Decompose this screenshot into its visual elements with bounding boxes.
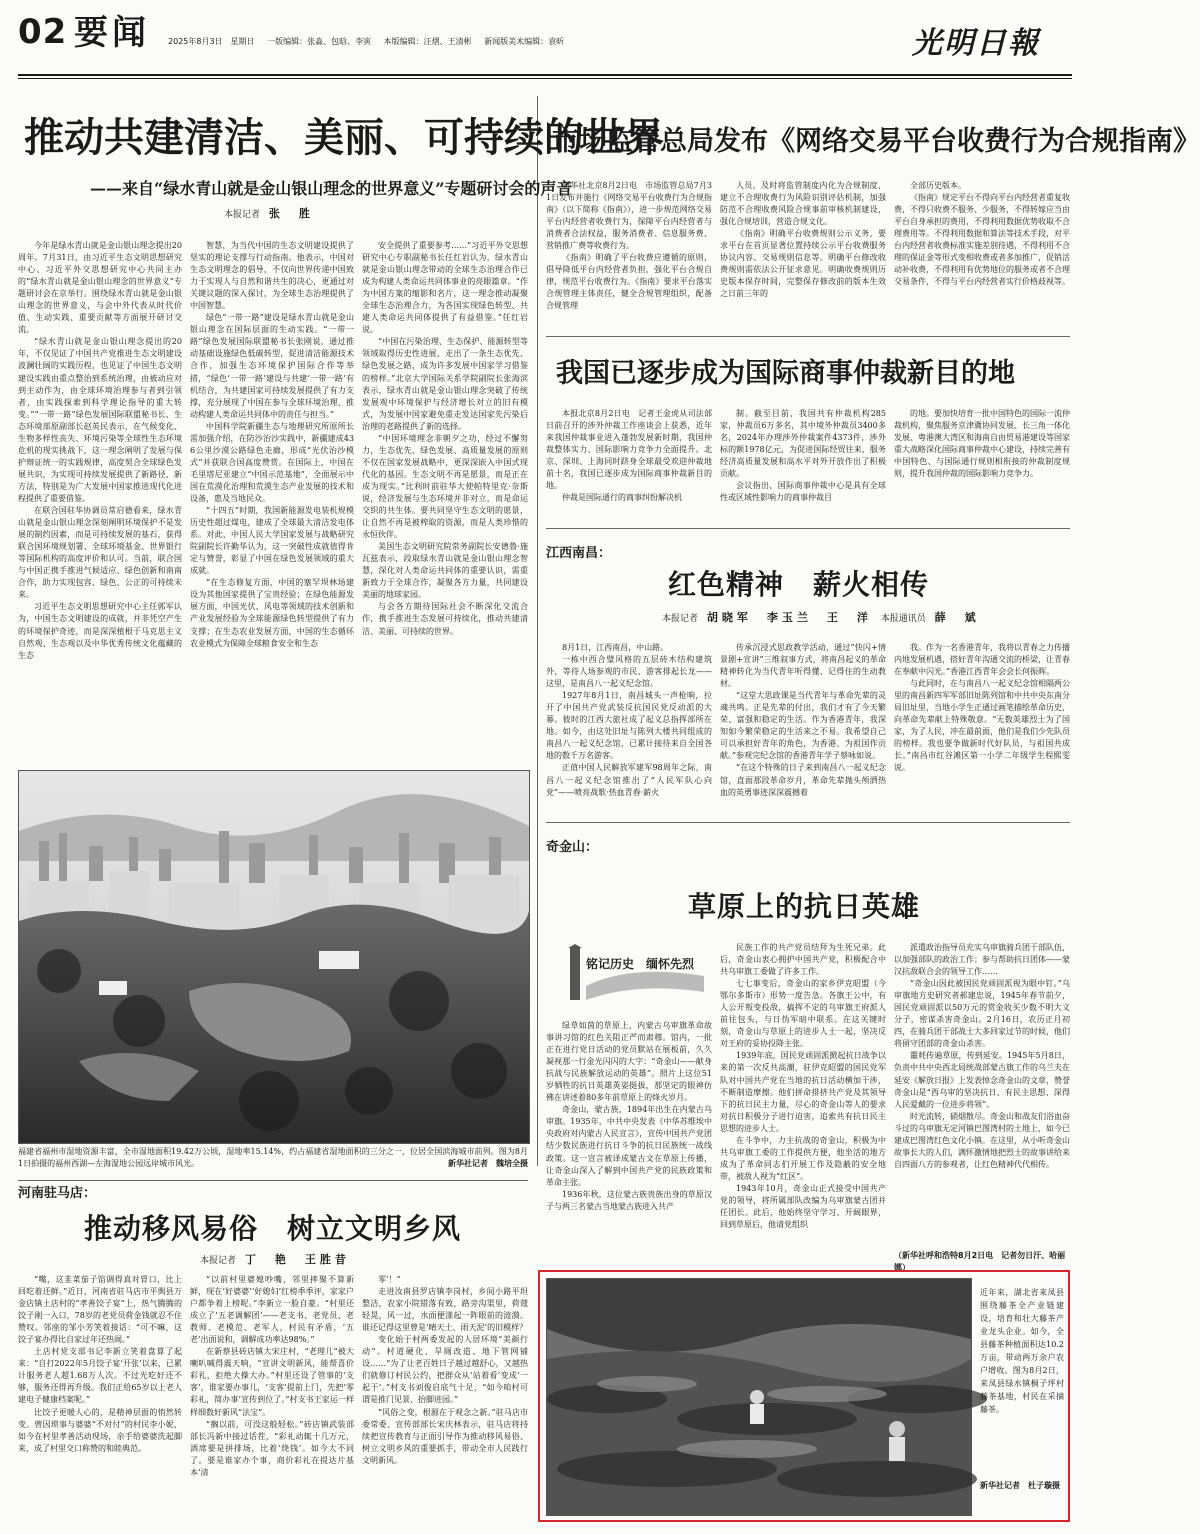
main-byline — [224, 208, 320, 221]
byline-label: 本报记者 — [224, 210, 261, 220]
paragraph: 比饺子更暖人心的，是精神层面的悄然转变。曾因琐事与婆婆“不对付”的村民李小妮，如今在村里孝善活动现场，亲手给婆婆洗起脚来，成了村里交口称赞的和睦典范。 — [18, 1407, 182, 1453]
paragraph: 全部历史版本。 — [910, 181, 966, 190]
byline-name: 张 胜 — [268, 207, 314, 220]
paragraph: “搁以前，可没这般轻松。”砖店镇武装部部长冯新中接过话茬，“彩礼动辄十几万元，酒席要是拼排场，比着‘烧钱’。如今大不同了。要是谁家办个事，商价彩礼在提达片基本‘清 — [190, 1419, 354, 1477]
henan-headline: 推动移风易俗 树立文明乡风 — [84, 1212, 462, 1245]
nanchang-byline — [662, 612, 986, 625]
paragraph: 1939年底，国民党顽固派掀起抗日战争以来的第一次反共高潮，驻伊克昭盟的国民党军队对中国共产党在当地的抗日活动横加干涉，不断制造摩擦。他们拼命排挤共产党及其领导下的抗日民主力量，尽心的奇金山等人的要求对抗日积极分子进行迫害，追索共有抗日民主思想的进步人士。 — [720, 1051, 886, 1133]
paragraph: “这堂大思政课是当代青年与革命先辈的灵魂共鸣。正是先辈的付出，我们才有了今天繁荣、富强和稳定的生活。作为香港青年，我深知如今繁荣稳定的生活来之不易。我希望自己可以承担好青年的角色，为香港、为祖国作贡献。”参观完纪念馆的香港青年学子蔡咏如说。 — [720, 691, 886, 761]
arbitration-col-2 — [720, 408, 886, 518]
paragraph: 美国生态文明研究院常务副院长安德鲁·施瓦兹表示，段取绿水青山就是金山银山理念智慧，深化对人类命运共同体的重要认识，需重新致力于全球合作，凝聚各方力量，共同建设美丽的地球家园。 — [362, 542, 528, 600]
editor-art: 新闻版美术编辑：袁昕 — [484, 37, 565, 46]
paragraph: 传承沉浸式思政教学活动，通过“快闪+情景剧+宣讲”三维叙事方式，将南昌起义的革命精神转化为当代青年听得懂、记得住的生动教材。 — [720, 643, 886, 689]
henan-top-divider — [18, 1180, 528, 1181]
paragraph: 1943年10月，奇金山正式接受中国共产党的领导，将所属部队改编为乌审旗蒙古团并任团长。此后，他始终坚守学习、开阔眼界，回到草原后，他请党组织 — [720, 1183, 886, 1230]
paragraph: 零’！” — [378, 1275, 401, 1284]
qijinshan-headline: 草原上的抗日英雄 — [688, 890, 921, 923]
henan-location-tag: 河南驻马店： — [18, 1186, 97, 1201]
fee-col-2 — [720, 180, 886, 328]
page-number: 02 — [18, 12, 68, 52]
qijinshan-col-1 — [546, 1020, 712, 1270]
paragraph: 习近平生态文明思想研究中心主任郭军认为，中国生态文明建设的成就，并非凭空产生的环境保护奇迹，而是深深植根于马克思主义自然观、生态观以及中华优秀传统文化蕴藏的生态 — [18, 602, 182, 660]
henan-col-2 — [190, 1274, 354, 1530]
paragraph: 在斗争中，力主抗战的奇金山，积极为中共乌审旗工委的工作提供方便，他坐活的地方成为了革命同志们开展工作及隐蔽的安全地带，被敌人视为“红区”。 — [720, 1135, 886, 1181]
logo-text: 铭记历史 缅怀先烈 — [586, 957, 695, 971]
byline-reporters: 丁 艳 王胜昔 — [244, 1253, 350, 1266]
masthead-logo: 光明日報 — [912, 26, 1040, 61]
qijinshan-location-tag: 奇金山： — [546, 840, 599, 855]
nanchang-divider — [546, 822, 1070, 823]
byline-label: 本报记者 — [662, 614, 699, 624]
henan-byline — [200, 1254, 356, 1267]
header-rule-thin — [18, 78, 1072, 79]
editor-front: 一版编辑：张淼、包晗、李寅 — [267, 37, 372, 46]
fee-divider — [546, 336, 1070, 337]
tea-photo-credit: 新华社记者 杜子璇摄 — [980, 1481, 1060, 1490]
qijinshan-credit: （新华社呼和浩特8月2日电 记者勿日汗、哈丽娜） — [894, 1251, 1066, 1272]
paragraph: 噩耗传遍草原，传到延安。1945年5月8日，负责中共中央西北局统战部蒙古旗工作的乌兰夫在延安《解放日报》上发表悼念奇金山的文章，赞誉奇金山是“西乌审的坚决抗日、有民主思想、深得人民爱戴的一位进步将领”。 — [894, 1051, 1070, 1109]
paragraph: 1936年秋，这位蒙古族贵族出身的草原汉子与两三名蒙古当地蒙古族进入共产 — [546, 1189, 712, 1211]
qijinshan-col-3 — [894, 942, 1070, 1246]
paragraph: “风俗之变，根源在于观念之新。”驻马店市委常委、宣传部部长宋庆林表示，驻马店将持续把宣传教育与正面引导作为推动移风易俗、树立文明乡风的重要抓手，带动全市人民践行文明新风。 — [362, 1407, 528, 1465]
monument-icon — [556, 944, 706, 1004]
paragraph: 绿色“一带一路”建设是绿水青山就是金山银山理念在国际层面的生动实践。“一带一路”绿色发展国际联盟秘书长张刚说，通过推动基础设施绿色低碳转型，促进清洁能源技术合作，加强生态环境保护国际合作等举措，“绿色‘一带一路’建设与共建‘一带一路’有机结合，为共建国家可持续发展提供了有力支撑，充分展现了中国在参与全球环境治理、推动构建人类命运共同体中的责任与担当。” — [190, 313, 354, 419]
nanchang-col-1 — [546, 642, 712, 812]
tea-picker-figure — [750, 1390, 764, 1424]
paragraph: 绿草如茵的草原上，内蒙古乌审旗革命故事讲习馆的红色关阻正严而肃穆。馆内，一批正在进行党日活动的党员默站在展板前，久久凝视那一行金光闪闪的大字：“奇金山——献身抗战与民族解放运动的英雄”。照片上这位51岁牺牲的抗日英雄英姿挺拔，那坚定的眼神仿佛在讲述着80多年前草原上的烽火岁月。 — [546, 1021, 712, 1103]
remember-history-logo — [556, 944, 706, 1004]
paragraph: “以前村里婆媳吵嘴，邻里摔聚不算新鲜，现在‘好婆婆’‘好媳妇’红榜季季评，家家户户都争着上榜呢。”李新立一脸自豪。“村里还成立了‘五老调解团’——老支书、老党员、老教师、老模范、老军人，村民有矛盾，‘五老’出面说和，调解成功率达98%。” — [190, 1275, 354, 1345]
paragraph: “奇金山因此被国民党顽固派视为眼中钉。”乌审旗地方史研究者郝建忠说，1945年春节前夕，国民党顽固派以50万元的赏金收买少数不明大义分子，密谋杀害奇金山。2月16日，农历正月初四，在骑兵团干部战士大多回家过节的时候，他们将留守团部的奇金山杀害。 — [894, 979, 1070, 1049]
issue-date: 2025年8月3日 星期日 — [168, 37, 255, 46]
paragraph: 本报北京8月2日电 记者王金虎从司法部日前召开的涉外仲裁工作座谈会上获悉，近年来我国仲裁事业进入蓬勃发展新时期，我国仲裁整体实力、国际影响力竞争力全面提升。北京、深圳、上海同时跻身全球最受欢迎仲裁地前十名，我国已逐步成为国际商事仲裁新目的地。 — [546, 409, 712, 491]
main-subtitle: ——来自“绿水青山就是金山银山理念的世界意义”专题研讨会的声音 — [90, 179, 573, 198]
arbitration-headline: 我国已逐步成为国际商事仲裁新目的地 — [556, 358, 1015, 389]
tea-photo-box — [538, 1270, 1070, 1522]
paragraph: 派遣政治指导员充实乌审旗骑兵团干部队伍，以加强部队的政治工作；参与帮助抗日团体——蒙汉抗敌联合会的领导工作…… — [894, 943, 1070, 977]
paragraph: 一栋中西合璧风格的五层砖木结构建筑外，等待人场参观的市民、游客排起长龙——这里，是南昌八一起义纪念馆。 — [546, 655, 712, 689]
paragraph: 时光流转，硝烟散尽。奇金山和战友们浴血奋斗过的乌审旗无定河镇巴图湾村的土地上，如今已建成巴图湾红色文化小镇。在这里，从小听奇金山故事长大的人们，满怀激情地把烈士的故事讲给来自四面八方的参观者，让红色精神代代相传。 — [894, 1111, 1070, 1169]
paragraph: 会议指出，国际商事仲裁中心是具有全球性或区域性影响力的商事仲裁目 — [720, 481, 886, 503]
nanchang-col-3 — [894, 642, 1070, 812]
arbitration-divider — [546, 528, 1070, 529]
paragraph: “在生态修复方面，中国的塞罕坝林场建设为其他国家提供了宝贵经验；在绿色能源发展方面，中国光伏、风电等领域的技术创新和产业发展经验为全球能源绿色转型提供了有力支撑；在生态农业发展方面，中国的生态循环农业模式为保障全球粮食安全和生态 — [190, 578, 354, 648]
paragraph: 智慧，为当代中国的生态文明建设提供了坚实的理论支撑与行动指南。他表示，中国对生态文明理念的倡导，不仅向世界传递中国致力于实现人与自然和谐共生的决心，更通过对关键议题的深入探讨，为全球生态治理提供了中国智慧。 — [190, 241, 354, 311]
paragraph: 与此同时，在与南昌八一起义纪念馆相隔两公里的南昌新四军军部旧址陈列馆和中共中央东南分局旧址里，当地小学生正通过画笔描绘革命历史，向革命先辈献上特殊敬意。“无数英雄烈士为了国家，为了人民，冲在最前面，他们是我们少先队员的榜样。我也要争做新时代好队员，与祖国共成长。”南昌市红谷滩区第一小学二年级学生程熙雯说。 — [894, 679, 1070, 773]
paragraph: “在这个特殊的日子来到南昌八一起义纪念馆，直面那段革命岁月，革命先辈抛头颅洒热血的英勇事迹深深震撼着 — [720, 763, 886, 797]
paragraph: 变化始于村两委发起的人居环境“美颜行动”。村道硬化、旱厕改造、地下管网铺设……“为了让老百姓日子越过越舒心，又越热们就修订村民公约，把群众从‘站着看’变成‘一起干’。”村支书刘俊启底气十足，“如今咱村可谓是推门见景、抬脚进园。” — [362, 1335, 528, 1405]
paragraph: 仲裁是国际通行的商事纠纷解决机 — [562, 493, 682, 503]
paragraph: 在联合国驻华协调员常启德看来，绿水青山就是金山银山理念深刻阐明环境保护不是发展的制约因素，而是可持续发展的基石，获得联合国环境规划署、全球环境基金、世界银行等国际机构的高度评价和认可。当前，联合国与中国正携手推进气候适应、绿色创新和南南合作，助力实现包容、绿色、公正的可持续未来。 — [18, 506, 182, 600]
byline-reporters: 胡晓军 李玉兰 王 洋 — [706, 611, 872, 624]
arbitration-col-3 — [894, 408, 1070, 518]
caption-text: 福建省福州市湿地资源丰富，全市湿地面积19.42万公顷，湿地率15.14%，约占福建省湿地面积的三分之一，位居全国滨海城市前列。图为8月1日拍摄的福州西湖—左海湿地公园远岸城市风光。 — [18, 1147, 528, 1168]
main-col-3 — [362, 240, 528, 764]
main-col-1 — [18, 240, 182, 764]
byline-label: 本报记者 — [200, 1256, 237, 1266]
paragraph: “十四五”时期，我国新能源发电装机规模历史性超过煤电，建成了全球最大清洁发电体系。对此，中国人民大学国家发展与战略研究院副院长许勤华认为，这一突破性成就值得肯定与赞誉，彰显了中国在绿色发展领域的重大成就。 — [190, 506, 354, 576]
paragraph: 今年是绿水青山就是金山银山理念提出20周年。7月31日，由习近平生态文明思想研究中心、习近平外交思想研究中心共同主办的“绿水青山就是金山银山理念的世界意义”专题研讨会在京举行。围绕绿水青山就是金山银山理念的世界意义，与会中外代表从时代价值、生动实践、重要贡献等方面展开研讨交流。 — [18, 241, 182, 335]
center-divider — [537, 96, 538, 1166]
paragraph: 与会各方期待国际社会不断深化交流合作，携手推进生态发展可持续化，推动共建清洁、美丽、可持续的世界。 — [362, 602, 528, 636]
qijinshan-col-2 — [720, 942, 886, 1270]
henan-col-1 — [18, 1274, 182, 1530]
main-headline: 推动共建清洁、美丽、可持续的世界 — [24, 114, 664, 161]
paragraph: 走进汝南县罗店镇李岗村，乡间小路平坦整洁，农家小院错落有致，路旁沟渠里，荷蔻轻晃，风一过，水面便漾起一阵眼前的涟漪。谁还记得这里曾是‘晴天土、雨天泥’的旧模样？ — [362, 1287, 528, 1333]
nanchang-headline: 红色精神 薪火相传 — [668, 568, 930, 601]
city-wetland-photo — [18, 770, 530, 1144]
paragraph: 正值中国人民解放军建军98周年之际，南昌八一起义纪念馆推出了“人民军队心向党”——喷亮战歌·热血青春·薪火 — [546, 763, 712, 797]
tea-picker-figure — [889, 1421, 905, 1461]
paragraph: 《指南》明确了平台收费应遵循的原则，倡导降低平台内经营者负担，强化平台合规自律，规范平台收费行为。《指南》要求平台落实合规管理主体责任，健全合规管理组织，配备合规管理 — [546, 253, 712, 311]
fee-guide-headline: 市场监管总局发布《网络交易平台收费行为合规指南》 — [552, 126, 1200, 157]
byline-label: 本报通讯员 — [880, 614, 926, 624]
section-title: 要闻 — [74, 13, 150, 53]
main-col-2 — [190, 240, 354, 764]
paragraph: 在新蔡县砖店镇大宋庄村，“老理儿”被大喇叭喊得震天响，“宣讲文明新风，能帮喜价彩礼，拒绝大操大办。”村里还设了管事的‘支客’，谁家要办事儿，‘支客’提前上门，先把‘零彩礼，简办事’宣传到位了。”村支书王家运一样样细数好新风“法宝”。 — [190, 1347, 354, 1417]
paragraph: 我。作为一名香港青年，我将以青春之力传播内地发展机遇，搭好青年沟通交流的桥梁，让青春在奉献中闪光。”香港江西青年会会长何振晖。 — [894, 643, 1070, 677]
tea-photo-caption: 近年来，湖北省来凤县围绕藤茶全产业链建设，培育和壮大藤茶产业龙头企业。如今，全县藤茶种植面积达10.2万亩，带动两万余户农户增收。图为8月2日，来凤县绿水镇桐子坪村藤茶基地，村民在采摘藤茶。 — [980, 1288, 1064, 1414]
nanchang-location-tag: 江西南昌： — [546, 546, 612, 561]
paragraph: “绿水青山就是金山银山理念提出的20年，不仅见证了中国共产党推进生态文明建设波澜壮阔的实践历程，也见证了中国生态文明建设实践由重点整治到系统治理，由被动应对到主动作为，由全球环境治理参与者到引领者，由实践探索到科学理论指导的重大转变。”“一带一路”绿色发展国际联盟秘书长、生态环境部原副部长赵英民表示，在气候变化、生物多样性丧失、环境污染等全球性生态环境危机的现实挑战下，这一理念阐明了发展与保护辩证统一的实践规律，高度契合全球绿色发展共识，为实现可持续发展提供了新路径、新方法，特别是为广大发展中国家推进现代化进程提供了重要借鉴。 — [18, 337, 182, 503]
paragraph: 《指南》明确平台收费规则公示义务，要求平台在首页显著位置持续公示平台收费服务协议内容、交易规则信息等。明确平台修改收费规则需依法公开征求意见。明确收费规则历史版本保存时间，完整保存修改前的版本生效之日前三年的 — [720, 229, 886, 299]
paragraph: 8月1日，江西南昌，中山路。 — [562, 643, 669, 652]
paragraph: 制。截至目前，我国共有仲裁机构285家，仲裁员6万多名，其中境外仲裁员3400多名，2024年办理涉外仲裁案件4373件，涉外标的额1978亿元，为促进国际经贸往来，服务经济高质量发展和高水平对外开放作出了积极贡献。 — [720, 409, 886, 479]
paragraph: 七七事变后，奇金山的家乡伊克昭盟（今鄂尔多斯市）形势一度告急。各旗王公中，有人公开叛变投敌，搞挥不定的乌审旗王府派人前往包头，与日伪军暗中联系。在这关键时刻，奇金山与草原上的进步人士一起，坚决反对王府的妥协投降主张。 — [720, 979, 886, 1049]
paragraph: 的地。要加快培育一批中国特色的国际一流仲裁机构，聚焦服务京津冀协同发展、长三角一体化发展、粤港澳大湾区和海南自由贸易港建设等国家重大战略深化国际商事仲裁中心建设，持续完善有中国特色、与国际通行规则相衔接的仲裁制度规则，提升我国仲裁的国际影响力竞争力。 — [894, 409, 1070, 479]
fee-col-1 — [546, 180, 712, 328]
arbitration-col-1 — [546, 408, 712, 518]
byline-correspondent: 薛 斌 — [934, 611, 980, 624]
cityscape-image — [19, 771, 529, 1143]
issue-meta — [168, 36, 574, 48]
header-rule — [18, 74, 1072, 76]
fee-col-3 — [894, 180, 1070, 328]
paragraph: “中国环境理念非朝夕之功，经过不懈努力，生态优先、绿色发展、高质量发展的原则不仅在国家发展战略中，更深深嵌入中国式现代化的基因。生态文明不再是愿景，而是正在成为现实。”比利时前驻华大使帕特里克·奈斯说，经济发展与生态环境并非对立，而是命运交织的共生体。要共同坚守生态文明的愿景，让自然不再是被榨取的资源，而是人类珍惜的永恒伙伴。 — [362, 433, 528, 540]
paragraph: “中国在污染治理、生态保护、能源转型等领域取得历史性进展，走出了一条生态优先、绿色发展之路，成为许多发展中国家学习借鉴的榜样。”北京大学国际关系学院副院长张海滨表示，绿水青山就是金山银山理念突破了传统发展观中环境保护与经济增长对立的旧有模式，为发展中国家避免重走发达国家先污染后治理的老路提供了新的选择。 — [362, 337, 528, 431]
paragraph: 土店村党支部书记李新立笑着盘算了起来：“自打2022年5月饺子宴‘开张’以来，已累计服务老人超1.68万人次。不过光吃好还不够，服务还得再升级。我们正给65岁以上老人建电子健康档案呢。” — [18, 1347, 182, 1405]
paragraph: 《指南》规定平台不得向平台内经营者重复收费，不得只收费不服务、少服务，不得转嫁应当由平台自身承担的费用，不得利用数据优势收取不合理费用等。不得利用数据和算法等技术手段，对平台内经营者收费标准实施差别待遇，不得利用不合理的保证金等形式变相收费或者多加推广，促销活动补收费，不得利用有优势地位的服务或者不合理交易条件，不得与平台内经营者实行价格歧视等。 — [894, 193, 1070, 287]
photo-credit: 新华社记者 魏培全摄 — [448, 1159, 528, 1168]
paragraph: 中国科学院新疆生态与地理研究所原所长雷加强介绍，在防沙治沙实践中，新疆建成436公里沙漠公路绿色走廊，形成“光伏治沙模式”并获联合国高度赞赏。在国际上，中国在毛里塔尼亚建立“中国示范基地”，全面展示中国在荒漠化治理和荒漠生态产业发展的技术和设备，惠及当地民众。 — [190, 421, 354, 503]
city-photo-caption — [18, 1146, 528, 1172]
paragraph: 新华社北京8月2日电 市场监管总局7月31日发布并施行《网络交易平台收费行为合规指南》（以下简称《指南》），进一步规范网络交易平台内经营者收费行为，保障平台内经营者与消费者合法权益，服务消费者、信息服务费、营销推广费等收费行为。 — [546, 181, 712, 251]
nanchang-col-2 — [720, 642, 886, 812]
tea-picking-photo — [546, 1278, 972, 1516]
editor-page: 本版编辑：汪熠、王清彬 — [383, 37, 472, 46]
henan-col-3 — [362, 1274, 528, 1530]
paragraph: 奇金山，蒙古族，1894年出生在内蒙古乌审旗。1935年，中共中央发表《中华苏维埃中央政府对内蒙古人民宣言》，宣传中国共产党团结少数民族进行抗日斗争的抗日民族统一战线政策。这一宣言被译成蒙古文在草原上传播，让奇金山深入了解到中国共产党的民族政策和革命主张。 — [546, 1105, 712, 1187]
paragraph: 人员，及时将监管制度内化为合规制度，建立不合理收费行为风险识别评估机制，加强防范不合理收费风险合规事前审核机制建设，强化合规培训，营造合规文化。 — [720, 181, 886, 227]
tea-field-image — [547, 1279, 971, 1515]
paragraph: 安全提供了重要参考……”习近平外交思想研究中心专职副秘书长任红岩认为，绿水青山就是金山银山理念带动的全球生态治理合作已成为构建人类命运共同体事业的亮眼篇章。“作为中国方案的缩影和名片，这一理念推动凝聚全球生态治理合力，为各国实现绿色转型、共建人类命运共同体提供了有益借鉴。”任红岩说。 — [362, 241, 528, 335]
paragraph: 1927年8月1日，南昌城头一声枪响，拉开了中国共产党武装反抗国民党反动派的大幕。彼时的江西大旅社成了起义总指挥部所在地。如今，由这处旧址与陈列大楼共同组成的南昌八一起义纪念馆，已累计接待来自全国各地的数千万名游客。 — [546, 691, 712, 761]
paragraph: “嘴，这韭菜茄子馅调得真对胃口，比上回吃着还鲜。”近日，河南省驻马店市平舆县万金店镇土店村的“孝善饺子宴”上，热气腾腾的饺子刚一入口，78岁的老党员荷金钱就忍不住赞叹。邻座的邹小芳笑着接话：“可不嘛，这饺子宴办得比自家过年还热闹。” — [18, 1275, 182, 1345]
paragraph: 民族工作的共产党员结拜为生死兄弟。此后，奇金山衷心拥护中国共产党，积极配合中共乌审旗工委做了许多工作。 — [720, 943, 886, 977]
